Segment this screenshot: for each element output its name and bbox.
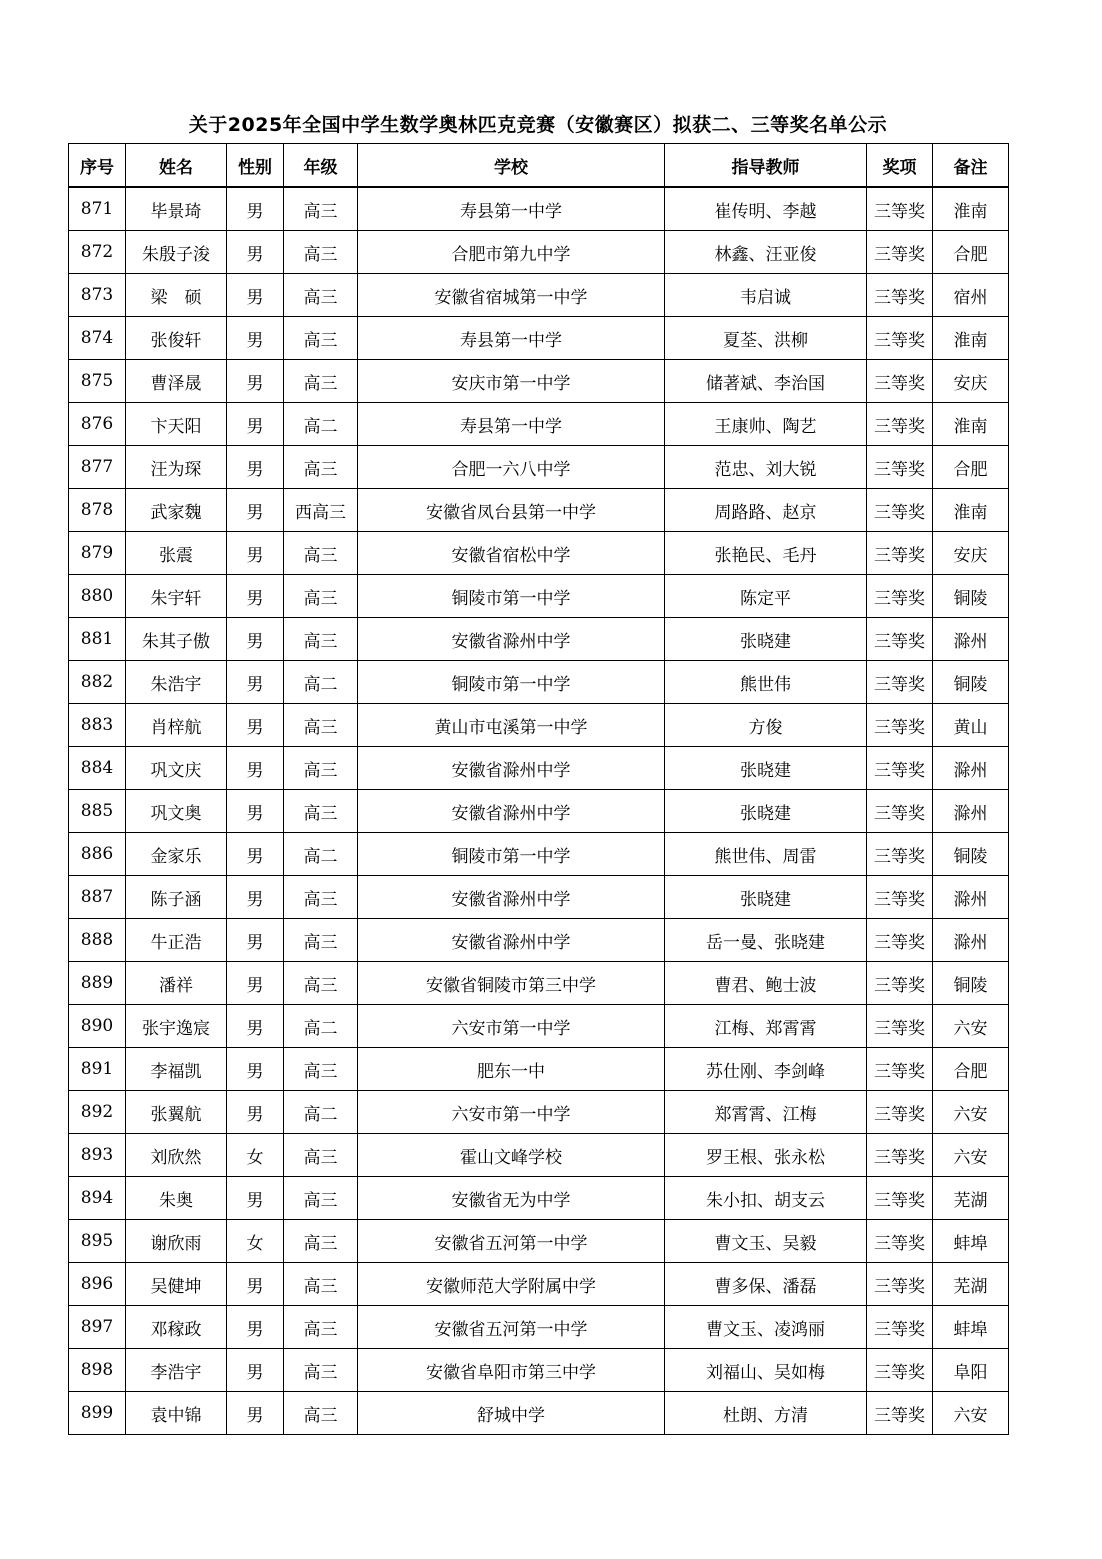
cell-school: 安徽省五河第一中学 <box>358 1220 665 1263</box>
cell-grade: 高二 <box>284 403 358 446</box>
cell-school: 安徽省滁州中学 <box>358 919 665 962</box>
cell-school: 寿县第一中学 <box>358 403 665 446</box>
cell-gender: 男 <box>227 489 284 532</box>
cell-school: 寿县第一中学 <box>358 317 665 360</box>
cell-name: 肖梓航 <box>126 704 227 747</box>
cell-grade: 高二 <box>284 1005 358 1048</box>
cell-remark: 六安 <box>933 1392 1009 1435</box>
cell-grade: 高三 <box>284 532 358 575</box>
cell-gender: 男 <box>227 1349 284 1392</box>
cell-school: 铜陵市第一中学 <box>358 833 665 876</box>
cell-name: 汪为琛 <box>126 446 227 489</box>
cell-remark: 铜陵 <box>933 833 1009 876</box>
cell-award: 三等奖 <box>867 1349 933 1392</box>
header-advisor: 指导教师 <box>665 144 867 188</box>
cell-advisor: 杜朗、方清 <box>665 1392 867 1435</box>
cell-name: 袁中锦 <box>126 1392 227 1435</box>
cell-index: 896 <box>69 1263 126 1306</box>
cell-remark: 滁州 <box>933 919 1009 962</box>
cell-gender: 男 <box>227 575 284 618</box>
cell-grade: 高三 <box>284 360 358 403</box>
cell-advisor: 苏仕刚、李剑峰 <box>665 1048 867 1091</box>
cell-index: 881 <box>69 618 126 661</box>
cell-remark: 淮南 <box>933 403 1009 446</box>
cell-index: 892 <box>69 1091 126 1134</box>
cell-gender: 男 <box>227 747 284 790</box>
cell-gender: 女 <box>227 1220 284 1263</box>
table-row <box>69 1263 1009 1306</box>
cell-remark: 铜陵 <box>933 575 1009 618</box>
cell-index: 895 <box>69 1220 126 1263</box>
cell-index: 894 <box>69 1177 126 1220</box>
cell-index: 888 <box>69 919 126 962</box>
cell-school: 合肥一六八中学 <box>358 446 665 489</box>
table-row <box>69 403 1009 446</box>
cell-gender: 男 <box>227 231 284 274</box>
cell-index: 885 <box>69 790 126 833</box>
cell-grade: 高三 <box>284 1220 358 1263</box>
cell-school: 安徽省五河第一中学 <box>358 1306 665 1349</box>
cell-name: 李浩宇 <box>126 1349 227 1392</box>
cell-advisor: 郑霄霄、江梅 <box>665 1091 867 1134</box>
cell-gender: 男 <box>227 446 284 489</box>
cell-grade: 高二 <box>284 661 358 704</box>
cell-name: 巩文庆 <box>126 747 227 790</box>
header-name: 姓名 <box>126 144 227 188</box>
cell-advisor: 张晓建 <box>665 876 867 919</box>
cell-index: 882 <box>69 661 126 704</box>
cell-index: 877 <box>69 446 126 489</box>
header-school: 学校 <box>358 144 665 188</box>
cell-remark: 合肥 <box>933 1048 1009 1091</box>
cell-grade: 高三 <box>284 1048 358 1091</box>
cell-school: 铜陵市第一中学 <box>358 575 665 618</box>
table-row <box>69 1091 1009 1134</box>
cell-advisor: 夏荃、洪柳 <box>665 317 867 360</box>
cell-advisor: 刘福山、吴如梅 <box>665 1349 867 1392</box>
cell-name: 李福凯 <box>126 1048 227 1091</box>
cell-remark: 滁州 <box>933 747 1009 790</box>
award-table <box>68 143 1009 1435</box>
cell-award: 三等奖 <box>867 360 933 403</box>
cell-grade: 高三 <box>284 187 358 231</box>
cell-remark: 宿州 <box>933 274 1009 317</box>
cell-name: 邓稼政 <box>126 1306 227 1349</box>
cell-gender: 男 <box>227 360 284 403</box>
table-header-row <box>69 144 1009 188</box>
header-remark: 备注 <box>933 144 1009 188</box>
cell-award: 三等奖 <box>867 1048 933 1091</box>
cell-remark: 蚌埠 <box>933 1306 1009 1349</box>
cell-grade: 高三 <box>284 1177 358 1220</box>
table-row <box>69 876 1009 919</box>
table-row <box>69 1392 1009 1435</box>
cell-school: 合肥市第九中学 <box>358 231 665 274</box>
cell-index: 871 <box>69 187 126 231</box>
table-row <box>69 1220 1009 1263</box>
cell-name: 曹泽晟 <box>126 360 227 403</box>
cell-award: 三等奖 <box>867 1091 933 1134</box>
cell-gender: 男 <box>227 790 284 833</box>
cell-gender: 男 <box>227 274 284 317</box>
table-row <box>69 962 1009 1005</box>
cell-award: 三等奖 <box>867 876 933 919</box>
cell-school: 安徽省宿城第一中学 <box>358 274 665 317</box>
cell-advisor: 张晓建 <box>665 790 867 833</box>
cell-award: 三等奖 <box>867 661 933 704</box>
cell-remark: 淮南 <box>933 489 1009 532</box>
cell-name: 张宇逸宸 <box>126 1005 227 1048</box>
cell-award: 三等奖 <box>867 1134 933 1177</box>
cell-award: 三等奖 <box>867 403 933 446</box>
table-row <box>69 446 1009 489</box>
cell-grade: 高三 <box>284 747 358 790</box>
cell-index: 872 <box>69 231 126 274</box>
cell-grade: 高三 <box>284 274 358 317</box>
cell-gender: 男 <box>227 919 284 962</box>
cell-gender: 男 <box>227 962 284 1005</box>
table-row <box>69 747 1009 790</box>
cell-grade: 高三 <box>284 876 358 919</box>
table-row <box>69 790 1009 833</box>
cell-name: 巩文奥 <box>126 790 227 833</box>
cell-gender: 女 <box>227 1134 284 1177</box>
cell-remark: 铜陵 <box>933 962 1009 1005</box>
cell-name: 张翼航 <box>126 1091 227 1134</box>
cell-advisor: 曹文玉、凌鸿丽 <box>665 1306 867 1349</box>
cell-school: 黄山市屯溪第一中学 <box>358 704 665 747</box>
cell-advisor: 张晓建 <box>665 747 867 790</box>
cell-advisor: 陈定平 <box>665 575 867 618</box>
cell-gender: 男 <box>227 532 284 575</box>
table-row <box>69 231 1009 274</box>
cell-school: 六安市第一中学 <box>358 1091 665 1134</box>
table-row <box>69 661 1009 704</box>
cell-award: 三等奖 <box>867 747 933 790</box>
cell-remark: 滁州 <box>933 876 1009 919</box>
table-row <box>69 1048 1009 1091</box>
cell-grade: 高三 <box>284 704 358 747</box>
cell-grade: 高三 <box>284 919 358 962</box>
cell-advisor: 王康帅、陶艺 <box>665 403 867 446</box>
cell-remark: 六安 <box>933 1134 1009 1177</box>
cell-grade: 高三 <box>284 1134 358 1177</box>
cell-grade: 高三 <box>284 618 358 661</box>
cell-gender: 男 <box>227 1005 284 1048</box>
cell-remark: 芜湖 <box>933 1263 1009 1306</box>
cell-advisor: 方俊 <box>665 704 867 747</box>
cell-school: 安徽省铜陵市第三中学 <box>358 962 665 1005</box>
cell-grade: 高三 <box>284 317 358 360</box>
cell-name: 朱其子傲 <box>126 618 227 661</box>
cell-index: 890 <box>69 1005 126 1048</box>
cell-remark: 淮南 <box>933 317 1009 360</box>
cell-remark: 滁州 <box>933 618 1009 661</box>
cell-name: 刘欣然 <box>126 1134 227 1177</box>
table-body <box>69 187 1009 1435</box>
cell-name: 金家乐 <box>126 833 227 876</box>
cell-name: 朱宇轩 <box>126 575 227 618</box>
cell-school: 安徽省滁州中学 <box>358 876 665 919</box>
table-row <box>69 1306 1009 1349</box>
cell-grade: 高三 <box>284 231 358 274</box>
cell-award: 三等奖 <box>867 790 933 833</box>
cell-grade: 高三 <box>284 1306 358 1349</box>
document-title: 关于2025年全国中学生数学奥林匹克竞赛（安徽赛区）拟获二、三等奖名单公示 <box>188 114 888 136</box>
cell-school: 铜陵市第一中学 <box>358 661 665 704</box>
table-row <box>69 187 1009 231</box>
cell-award: 三等奖 <box>867 532 933 575</box>
cell-award: 三等奖 <box>867 274 933 317</box>
cell-award: 三等奖 <box>867 962 933 1005</box>
cell-remark: 六安 <box>933 1005 1009 1048</box>
cell-index: 897 <box>69 1306 126 1349</box>
cell-school: 肥东一中 <box>358 1048 665 1091</box>
cell-gender: 男 <box>227 1177 284 1220</box>
cell-school: 六安市第一中学 <box>358 1005 665 1048</box>
cell-award: 三等奖 <box>867 919 933 962</box>
table-row <box>69 1005 1009 1048</box>
cell-name: 武家魏 <box>126 489 227 532</box>
cell-index: 880 <box>69 575 126 618</box>
cell-grade: 高二 <box>284 1091 358 1134</box>
cell-gender: 男 <box>227 317 284 360</box>
cell-gender: 男 <box>227 1306 284 1349</box>
cell-gender: 男 <box>227 1048 284 1091</box>
cell-remark: 安庆 <box>933 360 1009 403</box>
cell-remark: 安庆 <box>933 532 1009 575</box>
table-row <box>69 704 1009 747</box>
cell-school: 寿县第一中学 <box>358 187 665 231</box>
cell-remark: 芜湖 <box>933 1177 1009 1220</box>
cell-name: 朱奥 <box>126 1177 227 1220</box>
cell-grade: 高三 <box>284 1349 358 1392</box>
table-row <box>69 1134 1009 1177</box>
table-row <box>69 532 1009 575</box>
cell-award: 三等奖 <box>867 1220 933 1263</box>
cell-name: 朱浩宇 <box>126 661 227 704</box>
cell-grade: 高三 <box>284 790 358 833</box>
cell-advisor: 储著斌、李治国 <box>665 360 867 403</box>
cell-gender: 男 <box>227 876 284 919</box>
table-row <box>69 1177 1009 1220</box>
cell-index: 893 <box>69 1134 126 1177</box>
cell-grade: 高三 <box>284 962 358 1005</box>
cell-advisor: 曹文玉、吴毅 <box>665 1220 867 1263</box>
cell-advisor: 熊世伟 <box>665 661 867 704</box>
cell-gender: 男 <box>227 187 284 231</box>
cell-award: 三等奖 <box>867 1263 933 1306</box>
cell-index: 874 <box>69 317 126 360</box>
cell-grade: 高三 <box>284 1263 358 1306</box>
cell-advisor: 张晓建 <box>665 618 867 661</box>
cell-award: 三等奖 <box>867 231 933 274</box>
cell-school: 安徽师范大学附属中学 <box>358 1263 665 1306</box>
cell-index: 876 <box>69 403 126 446</box>
cell-remark: 合肥 <box>933 446 1009 489</box>
cell-award: 三等奖 <box>867 317 933 360</box>
table-row <box>69 317 1009 360</box>
cell-award: 三等奖 <box>867 1177 933 1220</box>
cell-grade: 高三 <box>284 446 358 489</box>
cell-gender: 男 <box>227 1091 284 1134</box>
cell-name: 张震 <box>126 532 227 575</box>
cell-name: 陈子涵 <box>126 876 227 919</box>
header-gender: 性别 <box>227 144 284 188</box>
cell-remark: 六安 <box>933 1091 1009 1134</box>
cell-award: 三等奖 <box>867 704 933 747</box>
cell-school: 安徽省无为中学 <box>358 1177 665 1220</box>
cell-school: 安徽省滁州中学 <box>358 790 665 833</box>
cell-school: 安徽省阜阳市第三中学 <box>358 1349 665 1392</box>
cell-index: 875 <box>69 360 126 403</box>
cell-index: 891 <box>69 1048 126 1091</box>
table-row <box>69 919 1009 962</box>
cell-award: 三等奖 <box>867 446 933 489</box>
cell-gender: 男 <box>227 403 284 446</box>
cell-advisor: 周路路、赵京 <box>665 489 867 532</box>
cell-advisor: 韦启诚 <box>665 274 867 317</box>
cell-name: 梁 硕 <box>126 274 227 317</box>
cell-advisor: 曹君、鲍士波 <box>665 962 867 1005</box>
cell-index: 898 <box>69 1349 126 1392</box>
header-grade: 年级 <box>284 144 358 188</box>
cell-index: 883 <box>69 704 126 747</box>
cell-school: 安徽省凤台县第一中学 <box>358 489 665 532</box>
table-row <box>69 360 1009 403</box>
cell-school: 安徽省滁州中学 <box>358 747 665 790</box>
cell-gender: 男 <box>227 1392 284 1435</box>
cell-name: 牛正浩 <box>126 919 227 962</box>
cell-name: 卞天阳 <box>126 403 227 446</box>
cell-advisor: 朱小扣、胡支云 <box>665 1177 867 1220</box>
table-row <box>69 575 1009 618</box>
cell-gender: 男 <box>227 661 284 704</box>
header-award: 奖项 <box>867 144 933 188</box>
cell-remark: 蚌埠 <box>933 1220 1009 1263</box>
cell-index: 889 <box>69 962 126 1005</box>
cell-grade: 高二 <box>284 833 358 876</box>
header-index: 序号 <box>69 144 126 188</box>
cell-advisor: 范忠、刘大锐 <box>665 446 867 489</box>
cell-name: 毕景琦 <box>126 187 227 231</box>
cell-remark: 铜陵 <box>933 661 1009 704</box>
cell-advisor: 曹多保、潘磊 <box>665 1263 867 1306</box>
cell-index: 886 <box>69 833 126 876</box>
cell-school: 安徽省宿松中学 <box>358 532 665 575</box>
cell-index: 887 <box>69 876 126 919</box>
table-row <box>69 274 1009 317</box>
cell-gender: 男 <box>227 1263 284 1306</box>
cell-remark: 滁州 <box>933 790 1009 833</box>
cell-award: 三等奖 <box>867 489 933 532</box>
cell-remark: 合肥 <box>933 231 1009 274</box>
cell-grade: 高三 <box>284 575 358 618</box>
table-row <box>69 489 1009 532</box>
cell-advisor: 崔传明、李越 <box>665 187 867 231</box>
cell-gender: 男 <box>227 618 284 661</box>
cell-index: 899 <box>69 1392 126 1435</box>
cell-grade: 高三 <box>284 1392 358 1435</box>
cell-name: 吴健坤 <box>126 1263 227 1306</box>
cell-index: 873 <box>69 274 126 317</box>
cell-remark: 黄山 <box>933 704 1009 747</box>
cell-index: 879 <box>69 532 126 575</box>
cell-advisor: 罗王根、张永松 <box>665 1134 867 1177</box>
cell-remark: 阜阳 <box>933 1349 1009 1392</box>
cell-advisor: 岳一曼、张晓建 <box>665 919 867 962</box>
cell-advisor: 张艳民、毛丹 <box>665 532 867 575</box>
cell-gender: 男 <box>227 833 284 876</box>
cell-award: 三等奖 <box>867 1392 933 1435</box>
cell-name: 张俊轩 <box>126 317 227 360</box>
cell-award: 三等奖 <box>867 618 933 661</box>
cell-school: 霍山文峰学校 <box>358 1134 665 1177</box>
cell-name: 谢欣雨 <box>126 1220 227 1263</box>
cell-award: 三等奖 <box>867 187 933 231</box>
cell-school: 安庆市第一中学 <box>358 360 665 403</box>
cell-name: 朱殷子浚 <box>126 231 227 274</box>
cell-name: 潘祥 <box>126 962 227 1005</box>
table-row <box>69 1349 1009 1392</box>
cell-award: 三等奖 <box>867 1005 933 1048</box>
cell-award: 三等奖 <box>867 575 933 618</box>
cell-advisor: 林鑫、汪亚俊 <box>665 231 867 274</box>
cell-advisor: 江梅、郑霄霄 <box>665 1005 867 1048</box>
table-row <box>69 833 1009 876</box>
cell-school: 舒城中学 <box>358 1392 665 1435</box>
cell-index: 884 <box>69 747 126 790</box>
cell-award: 三等奖 <box>867 1306 933 1349</box>
cell-advisor: 熊世伟、周雷 <box>665 833 867 876</box>
cell-award: 三等奖 <box>867 833 933 876</box>
cell-gender: 男 <box>227 704 284 747</box>
cell-grade: 西高三 <box>284 489 358 532</box>
cell-remark: 淮南 <box>933 187 1009 231</box>
table-row <box>69 618 1009 661</box>
cell-index: 878 <box>69 489 126 532</box>
cell-school: 安徽省滁州中学 <box>358 618 665 661</box>
